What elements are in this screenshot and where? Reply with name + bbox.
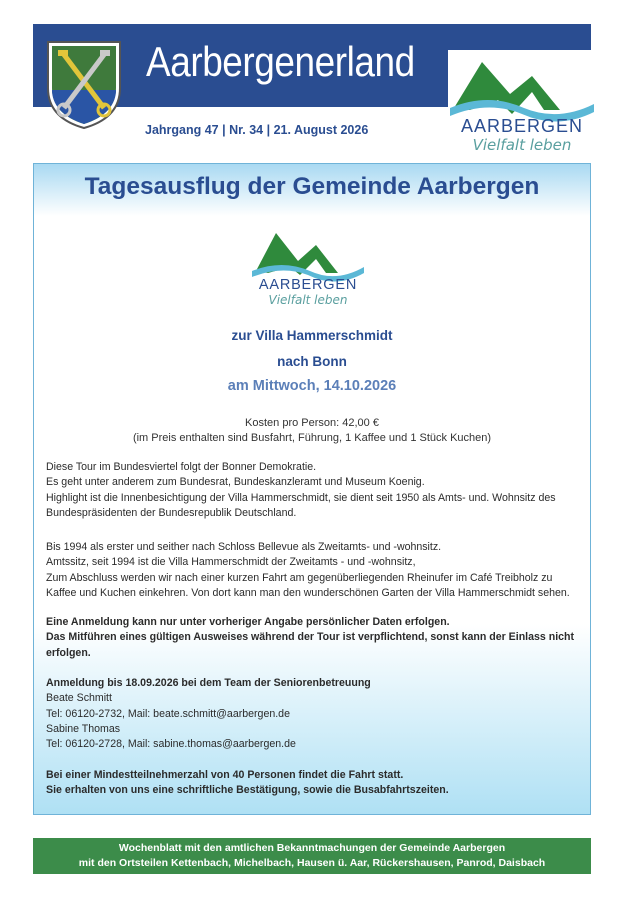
cost-line: Kosten pro Person: 42,00 € (245, 417, 379, 429)
contact-name: Sabine Thomas (46, 722, 121, 735)
article-logo (250, 225, 366, 309)
intro-paragraph: Diese Tour im Bundesviertel folgt der Bonner Demokratie. Es geht unter anderem zum Bundesrat, Bundeskanzleramt und Museum Koenig. Highlight ist die Innenbesichtigung der Villa Hammerschmidt, sie dient seit 1950 als Amts- und. Wohnsitz des Bundespräsidenten der Bundesrepublik Deutschland. (46, 461, 556, 519)
logo-wordmark: AARBERGEN (460, 116, 584, 136)
aarbergen-logo (448, 50, 596, 156)
contact-info: Tel: 06120-2732, Mail: beate.schmitt@aarbergen.de (46, 707, 290, 720)
article-logo-wordmark: AARBERGEN (258, 277, 358, 293)
footer-band (33, 838, 591, 874)
footer-line: Wochenblatt mit den amtlichen Bekanntmachungen der Gemeinde Aarbergen (118, 842, 506, 854)
logo-tagline: Vielfalt leben (472, 136, 572, 154)
contact-info: Tel: 06120-2728, Mail: sabine.thomas@aarbergen.de (46, 738, 296, 751)
destination-line: zur Villa Hammerschmidt (231, 328, 393, 343)
registration-notice: Eine Anmeldung kann nur unter vorheriger Angabe persönlicher Daten erfolgen. Das Mitführen eines gültigen Ausweises während der Tour ist verpflichtend, sonst kann der Einlass nicht erfolgen. (46, 616, 575, 659)
issue-info: Jahrgang 47 | Nr. 34 | 21. August 2026 (145, 123, 369, 137)
date-line: am Mittwoch, 14.10.2026 (227, 378, 397, 394)
city-line: nach Bonn (277, 354, 347, 369)
article-box (33, 163, 591, 815)
article-headline: Tagesausflug der Gemeinde Aarbergen (84, 173, 540, 200)
article-logo-tagline: Vielfalt leben (268, 293, 348, 307)
publication-title: Aarbergenerland (146, 38, 415, 85)
history-paragraph: Bis 1994 als erster und seither nach Schloss Bellevue als Zweitamts- und -wohnsitz. Amtssitz, seit 1994 ist die Villa Hammerschmidt der Zweitamts - und -wohnsitz, Zum Abschluss werden wir nach einer kurzen Fahrt am gegenüberliegenden Rheinufer im Café Treibholz zu Kaffee und Kuchen einkehren. Von dort kann man den wunderschönen Garten der Villa Hammerschmidt sehen. (46, 541, 570, 599)
registration-heading: Anmeldung bis 18.09.2026 bei dem Team der Seniorenbetreuung (46, 677, 371, 689)
contact-block (46, 676, 582, 752)
closing-notice: Bei einer Mindestteilnehmerzahl von 40 Personen findet die Fahrt statt. Sie erhalten von uns eine schriftliche Bestätigung, sowie die Busabfahrtszeiten. (46, 769, 449, 797)
cost-note: (im Preis enthalten sind Busfahrt, Führung, 1 Kaffee und 1 Stück Kuchen) (132, 432, 492, 444)
footer-line: mit den Ortsteilen Kettenbach, Michelbach, Hausen ü. Aar, Rückershausen, Panrod, Daisbach (78, 857, 546, 869)
contact-name: Beate Schmitt (46, 692, 112, 705)
coat-of-arms-icon (42, 38, 126, 130)
